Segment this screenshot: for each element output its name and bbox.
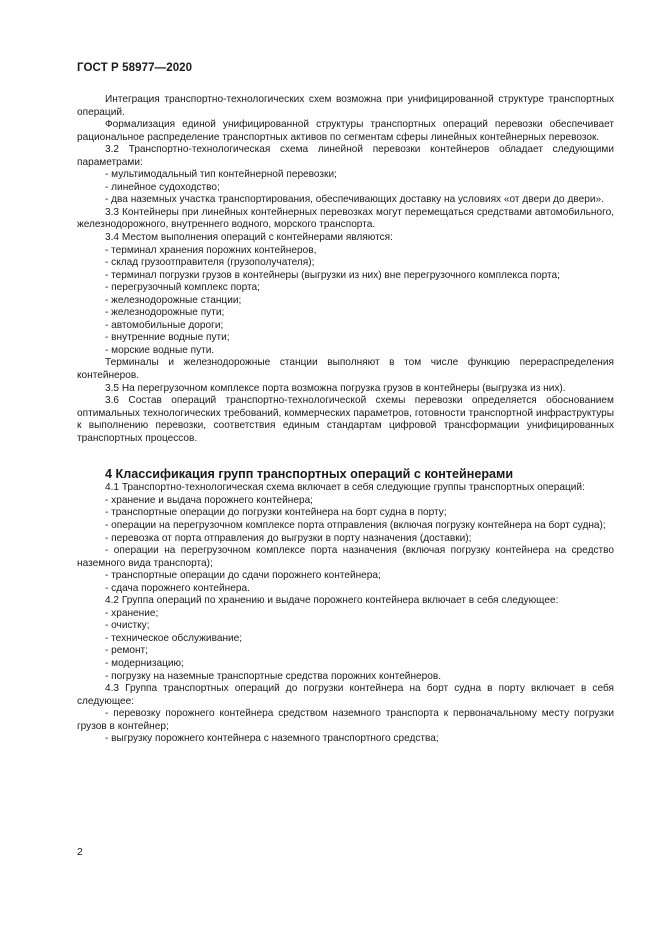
paragraph: Терминалы и железнодорожные станции выполняют в том числе функцию перераспределения контейнеров. xyxy=(77,357,614,382)
clause-4-2: 4.2 Группа операций по хранению и выдаче порожнего контейнера включает в себя следующее: xyxy=(105,595,559,607)
page-number: 2 xyxy=(77,846,83,858)
list-item: - внутренние водные пути; xyxy=(105,332,230,344)
list-item: - терминал погрузки грузов в контейнеры (выгрузки из них) вне перегрузочного комплекса порта; xyxy=(105,269,560,281)
clause-3-5: 3.5 На перегрузочном комплексе порта возможна погрузка грузов в контейнеры (выгрузка из них). xyxy=(105,382,566,394)
list-item: - погрузку на наземные транспортные средства порожних контейнеров. xyxy=(105,670,442,682)
clause-3-4: 3.4 Местом выполнения операций с контейнерами являются: xyxy=(105,232,393,244)
list-item: - перегрузочный комплекс порта; xyxy=(105,282,260,294)
list-item: - автомобильные дороги; xyxy=(105,319,224,331)
list-item: - выгрузку порожнего контейнера с наземного транспортного средства; xyxy=(105,733,439,745)
clause-3-2: 3.2 Транспортно-технологическая схема линейной перевозки контейнеров обладает следующими параметрами: xyxy=(77,144,614,168)
list-item: - транспортные операции до погрузки контейнера на борт судна в порту; xyxy=(105,507,447,519)
list-item: - операции на перегрузочном комплексе порта назначения (включая погрузку контейнера на средство наземного вида транспорта); xyxy=(77,545,614,569)
list-item: - мультимодальный тип контейнерной перевозки; xyxy=(105,169,337,181)
list-item: - два наземных участка транспортирования, обеспечивающих доставку на условиях «от двери до двери». xyxy=(105,194,604,206)
list-item: - морские водные пути. xyxy=(105,344,215,356)
section-heading: 4 Классификация групп транспортных операций с контейнерами xyxy=(105,467,514,482)
list-item: - хранение; xyxy=(105,607,159,619)
list-item: - железнодорожные пути; xyxy=(105,307,225,319)
list-item: - сдача порожнего контейнера. xyxy=(105,582,250,594)
clause-4-3: 4.3 Группа транспортных операций до погрузки контейнера на борт судна в порту включает в себя следующее: xyxy=(77,683,614,707)
list-item: - операции на перегрузочном комплексе порта отправления (включая погрузку контейнера на борт судна); xyxy=(105,519,606,531)
list-item: - транспортные операции до сдачи порожнего контейнера; xyxy=(105,570,381,582)
clause-3-3: 3.3 Контейнеры при линейных контейнерных перевозках могут перемещаться средствами автомобильного, железнодорожного, внутреннего водного, морского транспорта. xyxy=(77,206,614,231)
paragraph: Интеграция транспортно-технологических схем возможна при унифицированной структуре транспортных операций. xyxy=(77,94,614,118)
document-body xyxy=(77,94,614,746)
document-header: ГОСТ Р 58977—2020 xyxy=(77,62,193,74)
list-item: - склад грузоотправителя (грузополучателя); xyxy=(105,257,315,269)
list-item: - ремонт; xyxy=(105,645,148,657)
clause-4-1: 4.1 Транспортно-технологическая схема включает в себя следующие группы транспортных операций: xyxy=(105,482,585,494)
list-item: - модернизацию; xyxy=(105,657,184,669)
paragraph: Формализация единой унифицированной структуры транспортных операций перевозки обеспечивает рациональное распределение транспортных активов по сегментам сферы линейных контейнерных перевозок. xyxy=(77,119,614,143)
list-item: - линейное судоходство; xyxy=(105,181,220,193)
list-item: - перевозку порожнего контейнера средством наземного транспорта к первоначальному месту погрузки грузов в контейнер; xyxy=(77,708,614,732)
clause-3-6: 3.6 Состав операций транспортно-технологической схемы перевозки определяется обоснованием оптимальных технологических требований, коммерческих параметров, готовности транспортной инфраструктуры к выполнению перевозки, соответствия единым стандартам цифровой трансформации унифицированных транспортных процессов. xyxy=(77,395,614,444)
list-item: - перевозка от порта отправления до выгрузки в порту назначения (доставки); xyxy=(105,532,472,544)
list-item: - техническое обслуживание; xyxy=(105,632,243,644)
list-item: - хранение и выдача порожнего контейнера; xyxy=(105,494,313,506)
list-item: - очистку; xyxy=(105,620,150,632)
list-item: - терминал хранения порожних контейнеров, xyxy=(105,244,317,256)
list-item: - железнодорожные станции; xyxy=(105,294,242,306)
